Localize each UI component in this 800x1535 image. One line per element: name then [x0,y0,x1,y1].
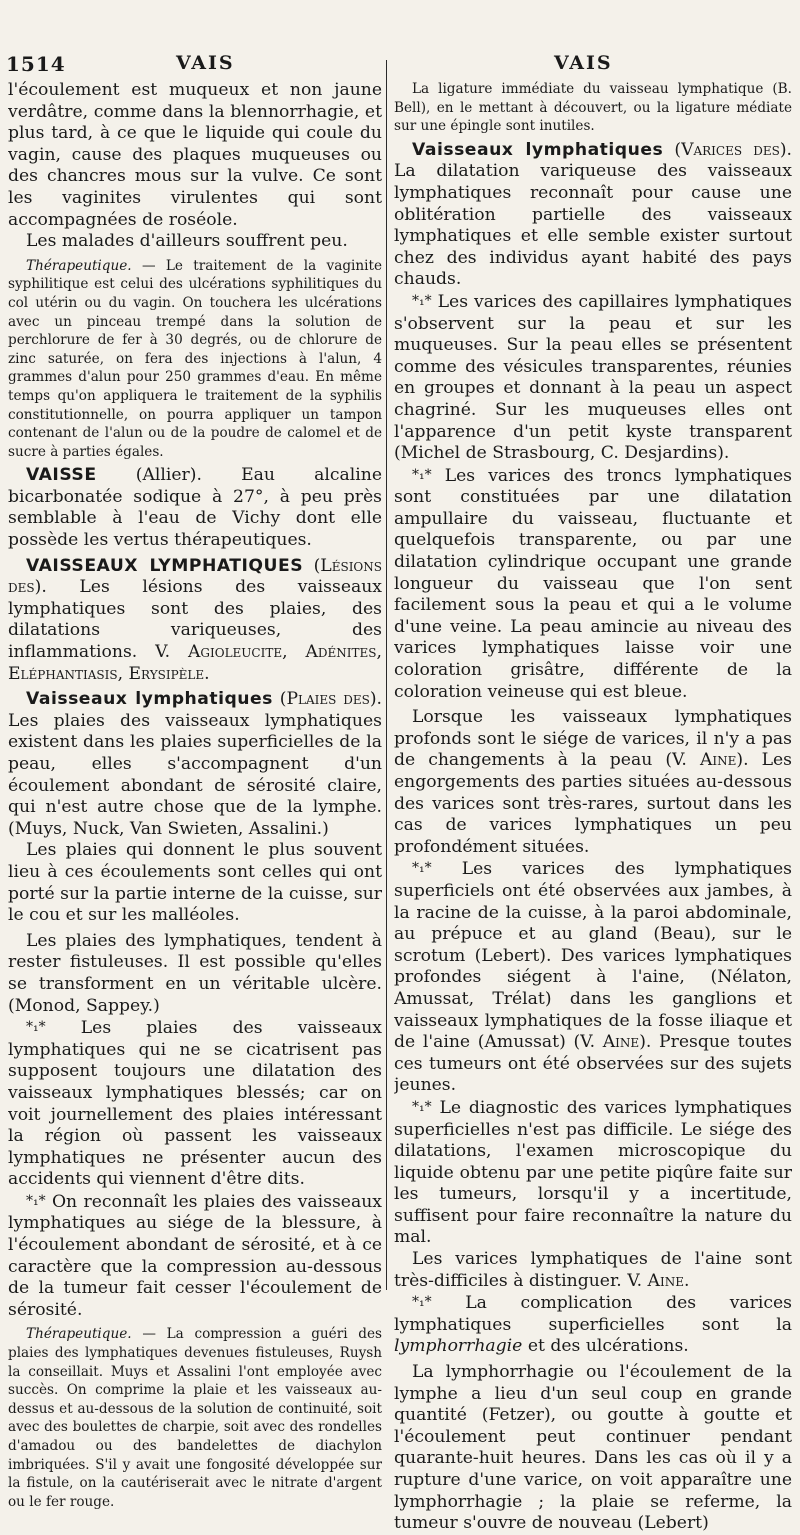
entry-plaies-des: Vaisseaux lymphatiques (Plaies des). Les plaies des vaisseaux lymphatiques existent dans les plaies superficielles de la peau, elles s'accompagnent d'un écoulement abondant de sérosité claire, qui n'est autre chose que de la lymphe. (Muys, Nuck, Van Swieten, Assalini.) [8,689,382,839]
asterism: *₁* [412,860,432,877]
therapeutique-label: Thérapeutique. [26,257,132,274]
left-paragraph-10: *₁* On reconnaît les plaies des vaisseaux lymphatiques au siége de la blessure, à l'écoulement abondant de sérosité, et à ce caractère que la compression au-dessous de la tumeur fait cesser l'écoulement de sérosité. [8,1191,382,1320]
right-column [394,80,792,1535]
page-number: 1514 [6,52,66,76]
ref-aine: Aine [647,1270,684,1291]
therapeutique-label: Thérapeutique. [26,1326,132,1343]
entry-varices-des: Vaisseaux lymphatiques (Varices des). La dilatation variqueuse des vaisseaux lymphatiques reconnaît pour cause une oblitération partielle des vaisseaux lymphatiques et elle semble exister surtout chez des individus ayant habité des pays chauds. [394,139,792,290]
therapeutique-text: — Le traitement de la vaginite syphilitique est celui des ulcérations syphilitiques du col utérin ou du vagin. On touchera les ulcérations avec un pinceau trempé dans la solution de perchlorure de fer à 30 degrés, ou de chlorure de zinc saturée, on fera des injections à l'alun, 4 grammes d'alun pour 250 grammes d'eau. En même temps qu'on appliquera le traitement de la syphilis constitutionnelle, on pourra appliquer un tampon contenant de l'alun ou de la poudre de calomel et de sucre à parties égales. [8,257,382,460]
entry-varices-subhead: Varices des [681,139,780,160]
asterism: *₁* [412,1294,432,1311]
right-paragraph-9: *₁* La complication des varices lymphatiques superficielles sont la lymphorrhagie et des ulcérations. [394,1293,792,1357]
left-paragraph-1: l'écoulement est muqueux et non jaune verdâtre, comme dans la blennorrhagie, et plus tard, à ce que le liquide qui coule du vagin, cause des plaques muqueuses ou des chancres mous sur la vulve. Ce sont les vaginites virulentes qui sont accompagnées de roséole. [8,80,382,230]
asterism: *₁* [412,292,432,309]
running-head-right: VAIS [554,52,613,74]
left-therapeutique-1 [8,257,382,462]
right-paragraph-5: Lorsque les vaisseaux lymphatiques profonds sont le siége de varices, il n'y a pas de changements à la peau (V. Aine). Les engorgements des parties situées au-dessous des varices sont très-rares, surtout dans les cas de varices lymphatiques un peu profondément situées. [394,707,792,857]
asterism: *₁* [412,1098,432,1115]
column-rule [386,60,387,1290]
left-therapeutique-2 [8,1325,382,1511]
right-paragraph-4: *₁* Les varices des troncs lymphatiques sont constituées par une dilatation ampullaire du vaisseau, fluctuante et quelquefois transparente, ou par une dilatation cylindrique occupant une grande longueur du vaisseau que l'on sent facilement sous la peau et qui a le volume d'une veine. La peau amincie au niveau des varices lymphatiques laisse voir une coloration grisâtre, différente de la coloration veineuse qui est bleue. [394,465,792,702]
left-paragraph-9: *₁* Les plaies des vaisseaux lymphatiques qui ne se cicatrisent pas supposent toujours une dilatation des vaisseaux lymphatiques blessés; car on voit journellement des plaies intéressant la région où passent les vaisseaux lymphatiques ne présenter aucun des accidents qui viennent d'être dits. [8,1018,382,1190]
entry-vaisse-text: (Allier). Eau alcaline bicarbonatée sodique à 27°, à peu près semblable à l'eau de Vichy dont elle possède les vertus thérapeutiques. [8,465,382,551]
entry-vl-headword: VAISSEAUX LYMPHATIQUES [26,555,304,576]
ref-aine: Aine [699,750,737,771]
left-column [8,80,382,1511]
right-paragraph-8: Les varices lymphatiques de l'aine sont très-difficiles à distinguer. V. Aine. [394,1249,792,1291]
right-paragraph-10: La lymphorrhagie ou l'écoulement de la lymphe a lieu d'un seul coup en grande quantité (Fetzer), ou goutte à goutte et l'écoulement peut continuer pendant quarante-huit heures. Dans les cas où il y a rupture d'une varice, on voit apparaître une lymphorrhagie ; la plaie se referme, la tumeur s'ouvre de nouveau (Lebert) [394,1362,792,1534]
right-paragraph-7: *₁* Le diagnostic des varices lymphatiques superficielles n'est pas difficile. Le siége des dilatations, l'examen microscopique du liquide obtenu par une petite piqûre faite sur les tumeurs, lorsqu'il y a incertitude, suffisent pour faire reconnaître la nature du mal. [394,1097,792,1248]
right-paragraph-6: *₁* Les varices des lymphatiques superficiels ont été observées aux jambes, à la racine de la cuisse, à la paroi abdominale, au prépuce et au gland (Beau), sur le scrotum (Lebert). Des varices lymphatiques profondes siégent à l'aine, (Nélaton, Amussat, Trélat) dans les ganglions et vaisseaux lymphatiques de la fosse iliaque et de l'aine (Amussat) (V. Aine). Presque toutes ces tumeurs ont été observées sur des sujets jeunes. [394,859,792,1096]
left-paragraph-7: Les plaies qui donnent le plus souvent lieu à ces écoulements sont celles qui ont porté sur la partie interne de la cuisse, sur le cou et sur les malléoles. [8,840,382,926]
ref-aine: Aine [602,1032,640,1053]
left-paragraph-2: Les malades d'ailleurs souffrent peu. [26,231,348,252]
entry-plaies-subhead: Plaies des [286,689,370,710]
asterism: *₁* [26,1192,46,1209]
entry-vaisse [8,465,382,551]
entry-vaisseaux-lymphatiques: VAISSEAUX LYMPHATIQUES (Lésions des). Les lésions des vaisseaux lymphatiques sont des plaies, des dilatations variqueuses, des inflammations. V. Agioleucite, Adénites, Eléphantiasis, Erysipèle. [8,555,382,684]
right-paragraph-1: La ligature immédiate du vaisseau lymphatique (B. Bell), en le mettant à découvert, ou la ligature médiate sur une épingle sont inutiles. [394,81,792,135]
entry-varices-headword: Vaisseaux lymphatiques [412,139,664,160]
therapeutique-text: — La compression a guéri des plaies des lymphatiques devenues fistuleuses, Ruysh la conseillait. Muys et Assalini l'ont employée avec succès. On comprime la plaie et les vaisseaux au-dessus et au-dessous de la solution de continuité, soit avec des boulettes de charpie, soit avec des rondelles d'amadou ou des bandelettes de diachylon imbriquées. S'il y avait une fongosité développée sur la fistule, on la cautériserait avec le nitrate d'argent ou le fer rouge. [8,1326,382,1510]
entry-vl-subhead: Lésions des [8,555,382,598]
running-head-left: VAIS [176,52,235,74]
asterism: *₁* [412,466,432,483]
asterism: *₁* [26,1019,46,1036]
entry-vaisse-headword: VAISSE [26,465,97,486]
left-paragraph-8: Les plaies des lymphatiques, tendent à rester fistuleuses. Il est possible qu'elles se transforment en un véritable ulcère. (Monod, Sappey.) [8,930,382,1016]
term-lymphorrhagie: lymphorrhagie [394,1336,523,1357]
entry-vl-refs: Agioleucite, Adénites, Eléphantiasis, Erysipèle. [8,642,382,684]
page-header [0,52,800,80]
right-paragraph-3: *₁* Les varices des capillaires lymphatiques s'observent sur la peau et sur les muqueuses. Sur la peau elles se présentent comme des vésicules transparentes, réunies en groupes et donnant à la peau un aspect chagriné. Sur les muqueuses elles ont l'apparence d'un petit kyste transparent (Michel de Strasbourg, C. Desjardins). [394,291,792,464]
entry-plaies-headword: Vaisseaux lymphatiques [26,689,273,710]
